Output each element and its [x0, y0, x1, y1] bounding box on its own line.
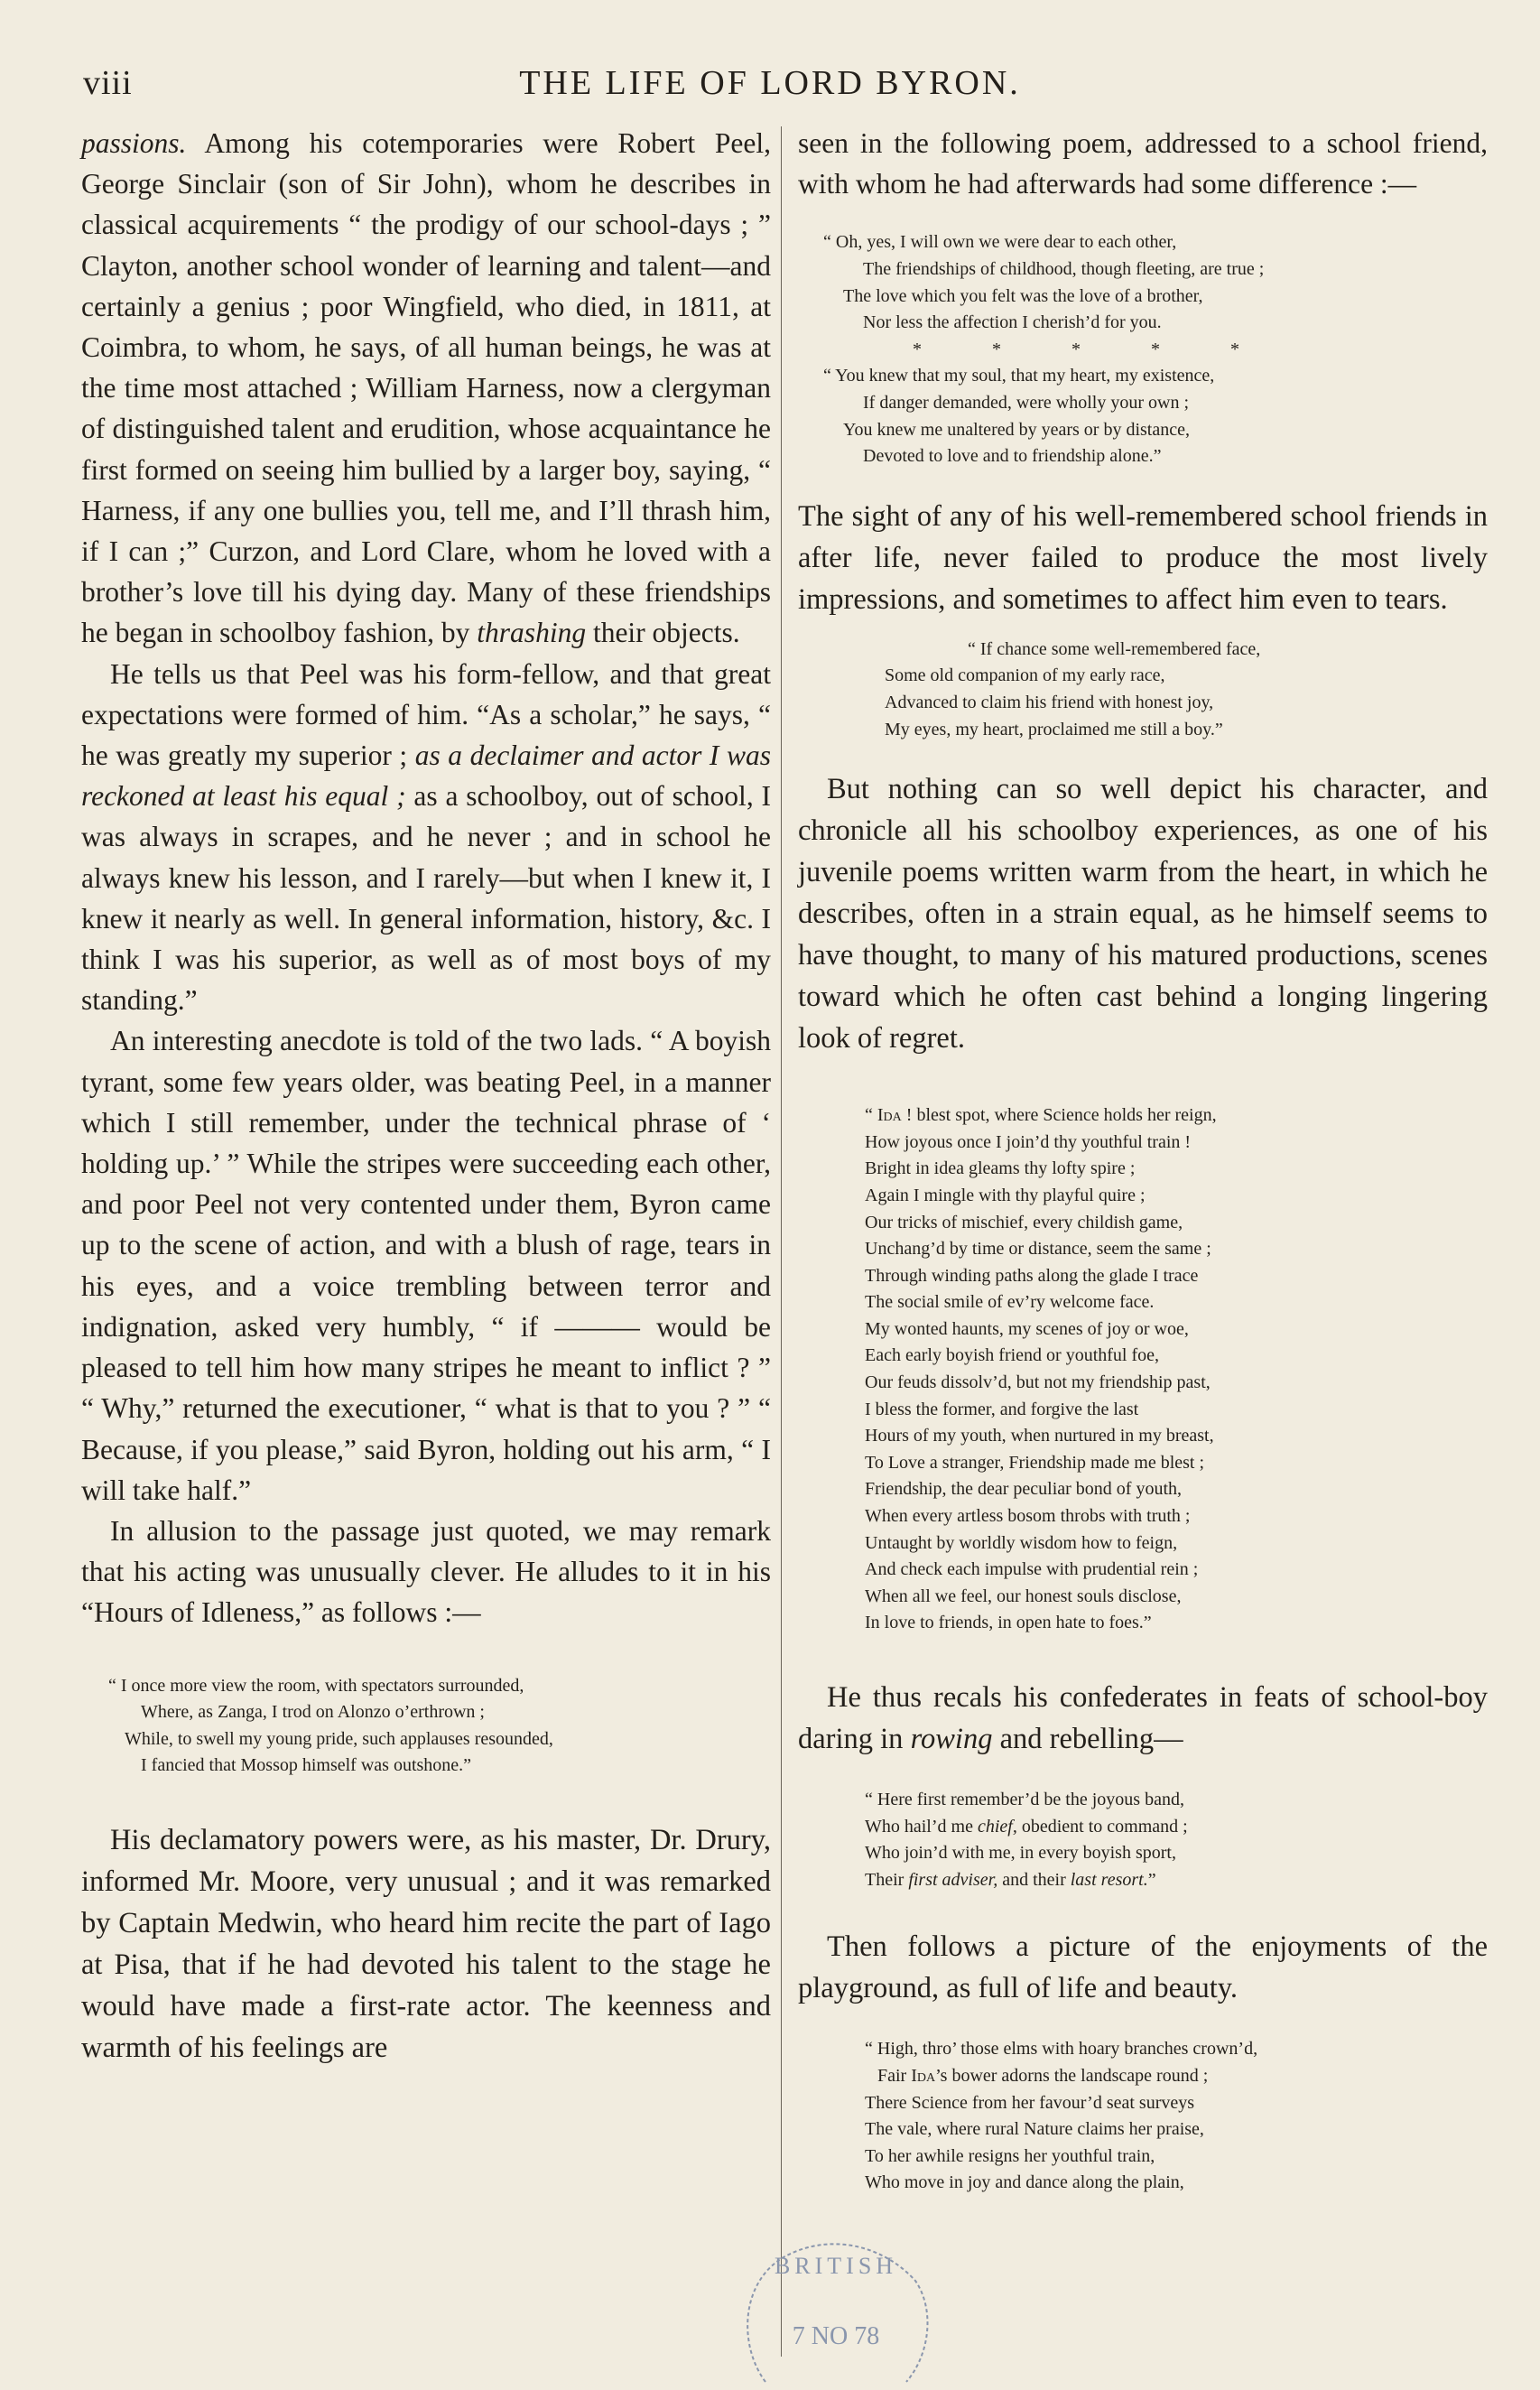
text-run: and their — [997, 1869, 1071, 1890]
verse-line: If danger demanded, were wholly your own ; — [863, 392, 1189, 413]
text-run: their objects. — [586, 617, 740, 649]
paragraph: His declamatory powers were, as his master, Dr. Drury, informed Mr. Moore, very unusual ; and it was remarked by Captain Medwin, who heard him recite the part of Iago at Pisa, that if he had devoted his talent to the stage he would have made a first-rate actor. The keenness and warmth of his feelings are — [81, 1823, 771, 2064]
italic-text: passions. — [81, 127, 187, 159]
verse-quote — [823, 229, 1488, 470]
verse-line: “ I once more view the room, with spectators surrounded, — [108, 1675, 524, 1696]
verse-line: Hours of my youth, when nurtured in my breast, — [865, 1426, 1214, 1446]
verse-line: My eyes, my heart, proclaimed me still a boy.” — [885, 719, 1223, 739]
verse-line — [865, 2063, 1488, 2090]
verse-line: The love which you felt was the love of a brother, — [843, 285, 1203, 306]
italic-text: first adviser, — [908, 1869, 998, 1890]
text-run: Who hail’d me — [865, 1816, 978, 1837]
verse-line: “ You knew that my soul, that my heart, my existence, — [823, 366, 1215, 386]
left-column — [81, 123, 771, 2069]
italic-text: chief, — [977, 1816, 1017, 1837]
verse-line: In love to friends, in open hate to foes.” — [865, 1613, 1152, 1633]
verse-line: “ Ida ! blest spot, where Science holds her reign, — [865, 1105, 1217, 1126]
paragraph — [798, 1677, 1488, 1760]
paragraph: Then follows a picture of the enjoyments of the playground, as full of life and beauty. — [798, 1930, 1488, 2005]
verse-text: Fair — [877, 2065, 912, 2086]
paragraph: seen in the following poem, addressed to a school friend, with whom he had afterwards had some difference :— — [798, 127, 1488, 200]
right-column — [798, 123, 1488, 2197]
verse-line: Our tricks of mischief, every childish game, — [865, 1212, 1183, 1232]
verse-line: Advanced to claim his friend with honest joy, — [885, 692, 1214, 712]
verse-line: Our feuds dissolv’d, but not my friendship past, — [865, 1372, 1211, 1393]
verse-line: I bless the former, and forgive the last — [865, 1399, 1139, 1419]
verse-line: Nor less the affection I cherish’d for you. — [863, 312, 1162, 333]
verse-line: The friendships of childhood, though fleeting, are true ; — [863, 259, 1265, 279]
paragraph — [81, 654, 771, 1021]
text-run: Who join’d with me, in every boyish sport, — [865, 1843, 1176, 1864]
italic-text: last resort. — [1070, 1869, 1148, 1890]
verse-line: “ Oh, yes, I will own we were dear to each other, — [823, 232, 1177, 253]
verse-line: To Love a stranger, Friendship made me blest ; — [865, 1452, 1205, 1473]
italic-text: rowing — [910, 1723, 993, 1755]
verse-text: ! blest spot, where Science holds her reign, — [905, 1105, 1217, 1126]
verse-word: Ida — [877, 1105, 902, 1126]
verse-line: Who move in joy and dance along the plain, — [865, 2172, 1184, 2193]
verse-quote — [885, 637, 1488, 743]
verse-line: When every artless bosom throbs with truth ; — [865, 1506, 1191, 1527]
verse-line: The vale, where rural Nature claims her praise, — [865, 2119, 1204, 2140]
verse-line: The social smile of ev’ry welcome face. — [865, 1292, 1155, 1313]
verse-line: Devoted to love and to friendship alone.” — [863, 446, 1162, 467]
verse-line: You knew me unaltered by years or by distance, — [843, 419, 1190, 440]
text-run: He thus recals his confederates in feats of school-boy daring in — [798, 1681, 1488, 1755]
text-run: and rebelling— — [992, 1723, 1183, 1755]
verse-line: Each early boyish friend or youthful foe, — [865, 1345, 1160, 1366]
text-run: He tells us that Peel was his form-fellow, and that great expectations were formed of him. “As a scholar,” he says, “ he was greatly my superior ; — [81, 657, 771, 772]
verse-quote — [865, 1787, 1488, 1893]
italic-text: thrashing — [477, 617, 587, 649]
stamp-text-top: BRITISH — [774, 2253, 898, 2279]
verse-ornament: * * * * * — [913, 339, 1239, 359]
verse-line: To her awhile resigns her youthful train, — [865, 2145, 1155, 2166]
text-run: as a schoolboy, out of school, I was always in scrapes, and he never ; and in school he always knew his lesson, and I rarely—but when I knew it, I knew it nearly as well. In general information, history, &c. I think I was his superior, as well as of most boys of my standing.” — [81, 780, 772, 1017]
verse-line — [865, 1867, 1488, 1894]
verse-line: “ High, thro’ those elms with hoary branches crown’d, — [865, 2039, 1258, 2060]
running-title: THE LIFE OF LORD BYRON. — [519, 64, 1021, 102]
verse-line: Again I mingle with thy playful quire ; — [865, 1185, 1146, 1205]
text-run: Their — [865, 1869, 909, 1890]
verse-line: Untaught by worldly wisdom how to feign, — [865, 1532, 1178, 1553]
text-run: “ Here first remember’d be the joyous band, — [865, 1790, 1184, 1809]
verse-line: Where, as Zanga, I trod on Alonzo o’erthrown ; — [141, 1702, 485, 1723]
verse-line: Through winding paths along the glade I trace — [865, 1265, 1199, 1286]
verse-quote — [865, 1102, 1488, 1637]
verse-line: My wonted haunts, my scenes of joy or woe, — [865, 1318, 1189, 1339]
verse-line: While, to swell my young pride, such applauses resounded, — [125, 1728, 553, 1749]
verse-line: Unchang’d by time or distance, seem the same ; — [865, 1239, 1211, 1260]
verse-line: Some old companion of my early race, — [885, 665, 1165, 686]
column-rule — [781, 126, 782, 2357]
verse-line: How joyous once I join’d thy youthful train ! — [865, 1131, 1192, 1152]
verse-quote — [108, 1673, 771, 1780]
text-run: obedient to command ; — [1016, 1816, 1188, 1837]
paragraph — [81, 123, 771, 654]
verse-word: Ida — [911, 2065, 936, 2086]
verse-line — [865, 1814, 1488, 1841]
text-run: Among his cotemporaries were Robert Peel, George Sinclair (son of Sir John), whom he describes in classical acquirements “ the prodigy of our school-days ; ” Clayton, another school wonder of learning and talent—and certainly a genius ; poor Wingfield, who died, in 1811, at Coimbra, to whom, he says, of all human beings, he was at the time most attached ; William Harness, now a clergyman of distinguished talent and erudition, whose acquaintance he first formed on seeing him bullied by a larger boy, saying, “ Harness, if any one bullies you, tell me, and I’ll thrash him, if I can ;” Curzon, and Lord Clare, whom he loved with a brother’s love till his dying day. Many of these friendships he began in schoolboy fashion, by — [81, 127, 771, 649]
verse-line: “ If chance some well-remembered face, — [968, 638, 1261, 659]
verse-quote — [865, 2036, 1488, 2197]
stamp-text-number: 7 NO 78 — [792, 2322, 880, 2350]
verse-line: And check each impulse with prudential rein ; — [865, 1559, 1199, 1580]
verse-line: There Science from her favour’d seat surveys — [865, 2092, 1195, 2113]
paragraph: In allusion to the passage just quoted, we may remark that his acting was unusually clever. He alludes to it in his “Hours of Idleness,” as follows :— — [81, 1514, 771, 1629]
verse-line — [865, 1840, 1488, 1867]
library-stamp — [729, 2237, 935, 2389]
verse-line: When all we feel, our honest souls disclose, — [865, 1586, 1182, 1606]
verse-line: I fancied that Mossop himself was outshone.” — [141, 1755, 472, 1776]
paragraph: But nothing can so well depict his character, and chronicle all his schoolboy experiences, as one of his juvenile poems written warm from the heart, in which he describes, often in a strain equal, as he himself seems to have thought, to many of his matured productions, scenes toward which he often cast behind a longing lingering look of regret. — [798, 773, 1488, 1056]
text-run: ” — [1147, 1869, 1156, 1890]
paragraph: The sight of any of his well-remembered school friends in after life, never failed to produce the most lively impressions, and sometimes to affect him even to tears. — [798, 499, 1488, 616]
page-number: viii — [83, 64, 133, 102]
verse-line — [865, 1787, 1488, 1814]
paragraph: An interesting anecdote is told of the two lads. “ A boyish tyrant, some few years older, was beating Peel, in a manner which I still remember, under the technical phrase of ‘ holding up.’ ” While the stripes were succeeding each other, and poor Peel not very contented under them, Byron came up to the scene of action, and with a blush of rage, tears in his eyes, and a voice trembling between terror and indignation, asked very humbly, “ if ——— would be pleased to tell him how many stripes he meant to inflict ? ” “ Why,” returned the executioner, “ what is that to you ? ” “ Because, if you please,” said Byron, holding out his arm, “ I will take half.” — [81, 1025, 771, 1506]
verse-text: ’s bower adorns the landscape round ; — [935, 2065, 1209, 2086]
verse-line: Bright in idea gleams thy lofty spire ; — [865, 1158, 1136, 1179]
italic-text: as a declaimer and actor I was reckoned at least his equal ; — [81, 739, 771, 813]
verse-line: Friendship, the dear peculiar bond of youth, — [865, 1479, 1183, 1500]
page-header — [79, 56, 1461, 110]
